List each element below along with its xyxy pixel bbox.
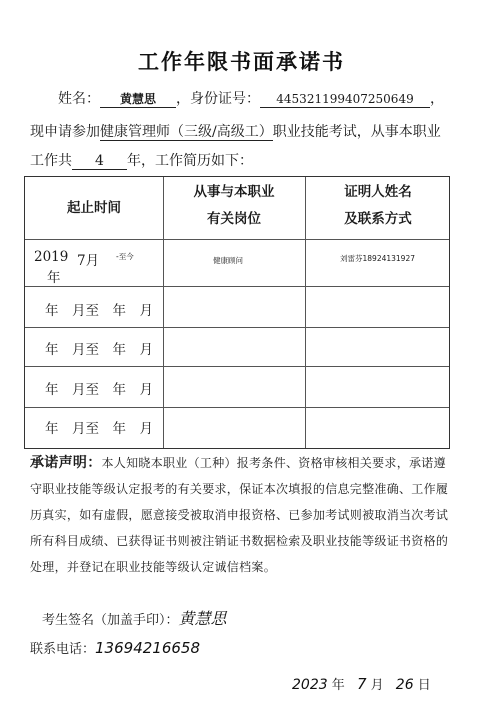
sign-date bbox=[292, 674, 431, 693]
work-years-line bbox=[30, 150, 253, 170]
row2-period: 年 月至 年 月 bbox=[45, 303, 153, 319]
date-day-char: 日 bbox=[417, 678, 431, 693]
date-year: 2023 bbox=[292, 677, 328, 693]
row5-period: 年 月至 年 月 bbox=[45, 421, 153, 437]
signature-label: 考生签名（加盖手印）： bbox=[42, 613, 179, 628]
phone-value: 13694216658 bbox=[95, 639, 200, 657]
header-post-line2: 有关岗位 bbox=[207, 211, 261, 227]
table-divider bbox=[25, 366, 449, 367]
handwritten-signature: 黄慧思 bbox=[178, 609, 227, 628]
resume-table bbox=[24, 176, 450, 449]
table-divider bbox=[25, 327, 449, 328]
phone-line bbox=[30, 638, 200, 657]
id-number-field: 445321199407250649 bbox=[260, 91, 430, 108]
exam-name-field: 健康管理师（三级/高级工） bbox=[100, 124, 273, 140]
date-month: 7 bbox=[356, 675, 367, 693]
row1-month: 7月 bbox=[77, 253, 100, 269]
header-period: 起止时间 bbox=[67, 200, 121, 216]
declaration-label: 承诺声明： bbox=[30, 455, 102, 471]
row1-post: 健康顾问 bbox=[213, 256, 243, 265]
declaration-body: 本人知晓本职业（工种）报考条件、资格审核相关要求，承诺遵守职业技能等级认定报考的有关要求，保证本次填报的信息完整准确、工作履历真实，如有虚假，愿意接受被取消申报资格、已参加考试则被取消当次考试所有科目成绩、已获得证书则被注销证书数据检索及职业技能等级证书资格的处理，并登记在职业技能等级认定诚信档案。 bbox=[30, 456, 449, 574]
declaration bbox=[30, 450, 450, 580]
id-suffix: ， bbox=[430, 91, 444, 107]
header-cert-line2: 及联系方式 bbox=[344, 211, 412, 227]
page-title: 工作年限书面承诺书 bbox=[138, 50, 345, 74]
table-divider bbox=[25, 286, 449, 287]
work-years-field: 4 bbox=[72, 153, 127, 170]
name-field: 黄慧思 bbox=[100, 91, 176, 108]
date-year-char: 年 bbox=[331, 678, 345, 693]
table-divider bbox=[25, 407, 449, 408]
phone-label: 联系电话： bbox=[30, 642, 96, 657]
work-prefix: 工作共 bbox=[30, 153, 72, 169]
date-day: 26 bbox=[395, 677, 414, 693]
row3-period: 年 月至 年 月 bbox=[45, 342, 153, 358]
header-post-line1: 从事与本职业 bbox=[193, 184, 275, 200]
work-suffix: 年，工作简历如下： bbox=[127, 153, 253, 169]
row1-cert: 刘雷芬18924131927 bbox=[340, 254, 415, 263]
table-divider bbox=[25, 239, 449, 240]
date-month-char: 月 bbox=[370, 678, 384, 693]
apply-line bbox=[30, 121, 441, 141]
name-id-line bbox=[58, 88, 444, 108]
row1-to: -至今 bbox=[116, 252, 134, 261]
header-cert-line1: 证明人姓名 bbox=[344, 184, 412, 200]
row1-year-char: 年 bbox=[47, 270, 61, 286]
name-label: 姓名： bbox=[58, 91, 100, 107]
row1-year: 2019 bbox=[34, 249, 69, 265]
signature-line bbox=[42, 606, 227, 629]
apply-prefix: 现申请参加 bbox=[30, 124, 100, 140]
apply-suffix: 职业技能考试，从事本职业 bbox=[272, 124, 441, 140]
row4-period: 年 月至 年 月 bbox=[45, 382, 153, 398]
id-label: ，身份证号： bbox=[176, 91, 260, 107]
